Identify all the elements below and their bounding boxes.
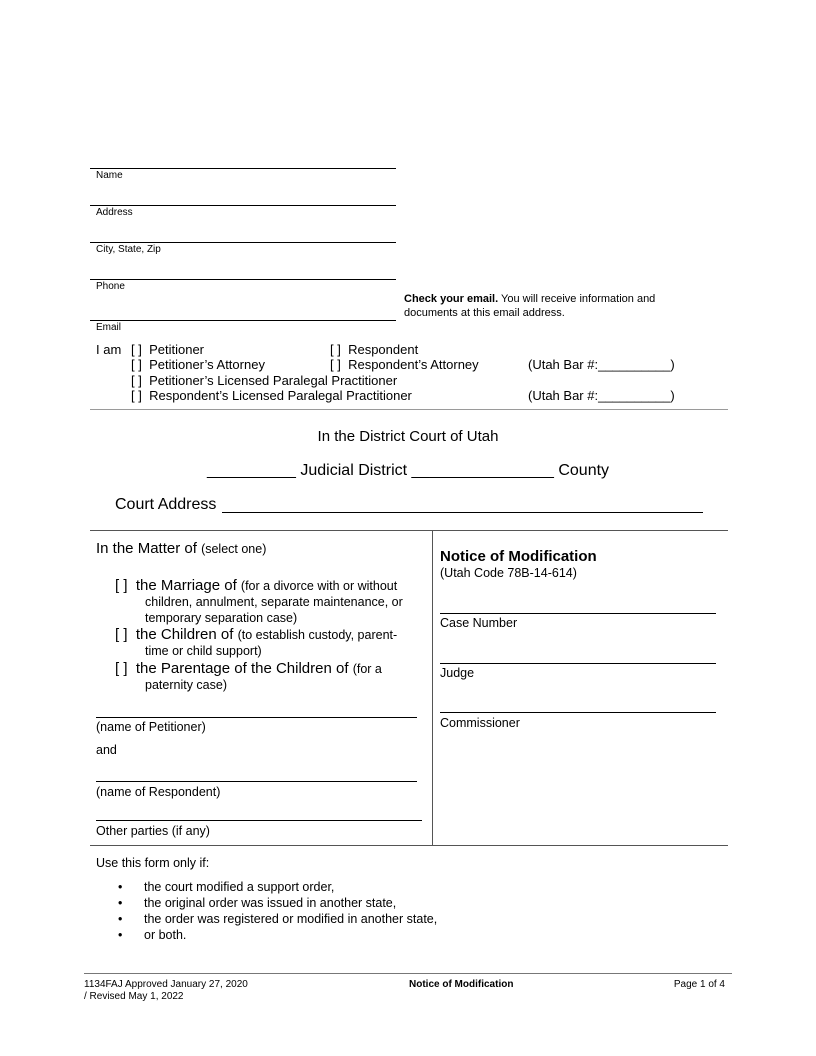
parentage-title: the Parentage of the Children of [135, 660, 349, 677]
utah-bar-number-2[interactable]: (Utah Bar #:__________) [528, 388, 675, 403]
respondent-attorney-label: Respondent’s Attorney [348, 357, 479, 372]
matter-option-marriage[interactable] [115, 577, 397, 594]
checkbox-petitioner-attorney[interactable] [131, 357, 265, 372]
judge-line[interactable] [440, 663, 716, 664]
parentage-note: (for a [352, 662, 382, 676]
bullet-icon: • [118, 912, 123, 926]
checkbox-box[interactable]: [ ] [131, 357, 142, 372]
judge-label: Judge [440, 666, 475, 680]
usage-bullet-text: the order was registered or modified in another state, [144, 912, 438, 926]
children-note-2: time or child support) [145, 644, 262, 658]
and-label: and [96, 743, 117, 757]
checkbox-box[interactable]: [ ] [330, 357, 341, 372]
case-number-line[interactable] [440, 613, 716, 614]
usage-bullet-3 [118, 912, 438, 927]
caption-divider [432, 530, 433, 845]
section-divider [90, 409, 728, 410]
usage-bullet-1 [118, 880, 335, 895]
bullet-icon: • [118, 880, 123, 894]
name-label: Name [96, 170, 123, 181]
email-note-rest: You will receive information and [498, 293, 656, 305]
matter-heading [96, 540, 266, 557]
marriage-title: the Marriage of [135, 577, 237, 594]
form-id-line-1: 1134FAJ Approved January 27, 2020 [84, 979, 248, 990]
matter-option-parentage[interactable] [115, 660, 382, 677]
usage-bullet-text: or both. [144, 928, 187, 942]
marriage-note-2: children, annulment, separate maintenance, or [145, 595, 403, 609]
notice-code: (Utah Code 78B-14-614) [440, 566, 577, 580]
phone-line[interactable] [90, 279, 396, 280]
respondent-name-line[interactable] [96, 781, 417, 782]
matter-option-children[interactable] [115, 626, 397, 643]
utah-bar-number-1[interactable]: (Utah Bar #:__________) [528, 357, 675, 372]
parentage-note-2: paternity case) [145, 678, 227, 692]
checkbox-box[interactable]: [ ] [115, 660, 128, 677]
petitioner-lpp-label: Petitioner’s Licensed Paralegal Practitioner [149, 373, 398, 388]
marriage-note: (for a divorce with or without [240, 579, 398, 593]
city-state-zip-line[interactable] [90, 242, 396, 243]
checkbox-box[interactable]: [ ] [131, 388, 142, 403]
notice-title: Notice of Modification [440, 548, 597, 565]
marriage-note-3: temporary separation case) [145, 611, 298, 625]
address-label: Address [96, 207, 133, 218]
email-note-line2: documents at this email address. [404, 307, 565, 319]
name-line[interactable] [90, 168, 396, 169]
checkbox-respondent-attorney[interactable] [330, 357, 479, 372]
court-address-line[interactable] [222, 512, 703, 513]
usage-bullet-2 [118, 896, 397, 911]
caption-top-border [90, 530, 728, 531]
children-title: the Children of [135, 626, 234, 643]
petitioner-name-label: (name of Petitioner) [96, 720, 206, 734]
checkbox-box[interactable]: [ ] [131, 342, 142, 357]
form-id-line-2: / Revised May 1, 2022 [84, 991, 184, 1002]
usage-bullet-text: the original order was issued in another state, [144, 896, 397, 910]
petitioner-attorney-label: Petitioner’s Attorney [149, 357, 265, 372]
usage-bullet-4 [118, 928, 187, 943]
footer-title: Notice of Modification [409, 979, 514, 990]
checkbox-box[interactable]: [ ] [115, 626, 128, 643]
checkbox-box[interactable]: [ ] [330, 342, 341, 357]
bullet-icon: • [118, 896, 123, 910]
judicial-district-line[interactable]: __________ Judicial District ________________ County [206, 462, 610, 479]
email-note-bold: Check your email. [404, 293, 499, 305]
checkbox-respondent-lpp[interactable] [131, 388, 412, 403]
email-note [404, 292, 704, 320]
matter-heading-note: (select one) [201, 542, 267, 556]
page-number: Page 1 of 4 [673, 979, 725, 990]
usage-intro: Use this form only if: [96, 856, 210, 870]
footer-rule [84, 973, 732, 974]
respondent-label: Respondent [348, 342, 419, 357]
commissioner-line[interactable] [440, 712, 716, 713]
checkbox-box[interactable]: [ ] [131, 373, 142, 388]
i-am-label: I am [96, 342, 122, 357]
caption-bottom-border [90, 845, 728, 846]
usage-bullet-text: the court modified a support order, [144, 880, 335, 894]
court-address-label: Court Address [115, 496, 217, 513]
matter-heading-title: In the Matter of [96, 540, 197, 557]
bullet-icon: • [118, 928, 123, 942]
email-line[interactable] [90, 320, 396, 321]
court-title: In the District Court of Utah [317, 428, 499, 445]
petitioner-name-line[interactable] [96, 717, 417, 718]
form-id [84, 979, 248, 1003]
checkbox-petitioner-lpp[interactable] [131, 373, 397, 388]
checkbox-petitioner[interactable] [131, 342, 204, 357]
email-label: Email [96, 322, 122, 333]
children-note: (to establish custody, parent- [237, 628, 398, 642]
address-line[interactable] [90, 205, 396, 206]
city-state-zip-label: City, State, Zip [96, 244, 161, 255]
checkbox-box[interactable]: [ ] [115, 577, 128, 594]
commissioner-label: Commissioner [440, 716, 520, 730]
phone-label: Phone [96, 281, 125, 292]
other-parties-line[interactable] [96, 820, 422, 821]
respondent-lpp-label: Respondent’s Licensed Paralegal Practitioner [149, 388, 412, 403]
petitioner-label: Petitioner [149, 342, 204, 357]
respondent-name-label: (name of Respondent) [96, 785, 221, 799]
other-parties-label: Other parties (if any) [96, 824, 210, 838]
checkbox-respondent[interactable] [330, 342, 418, 357]
case-number-label: Case Number [440, 616, 518, 630]
